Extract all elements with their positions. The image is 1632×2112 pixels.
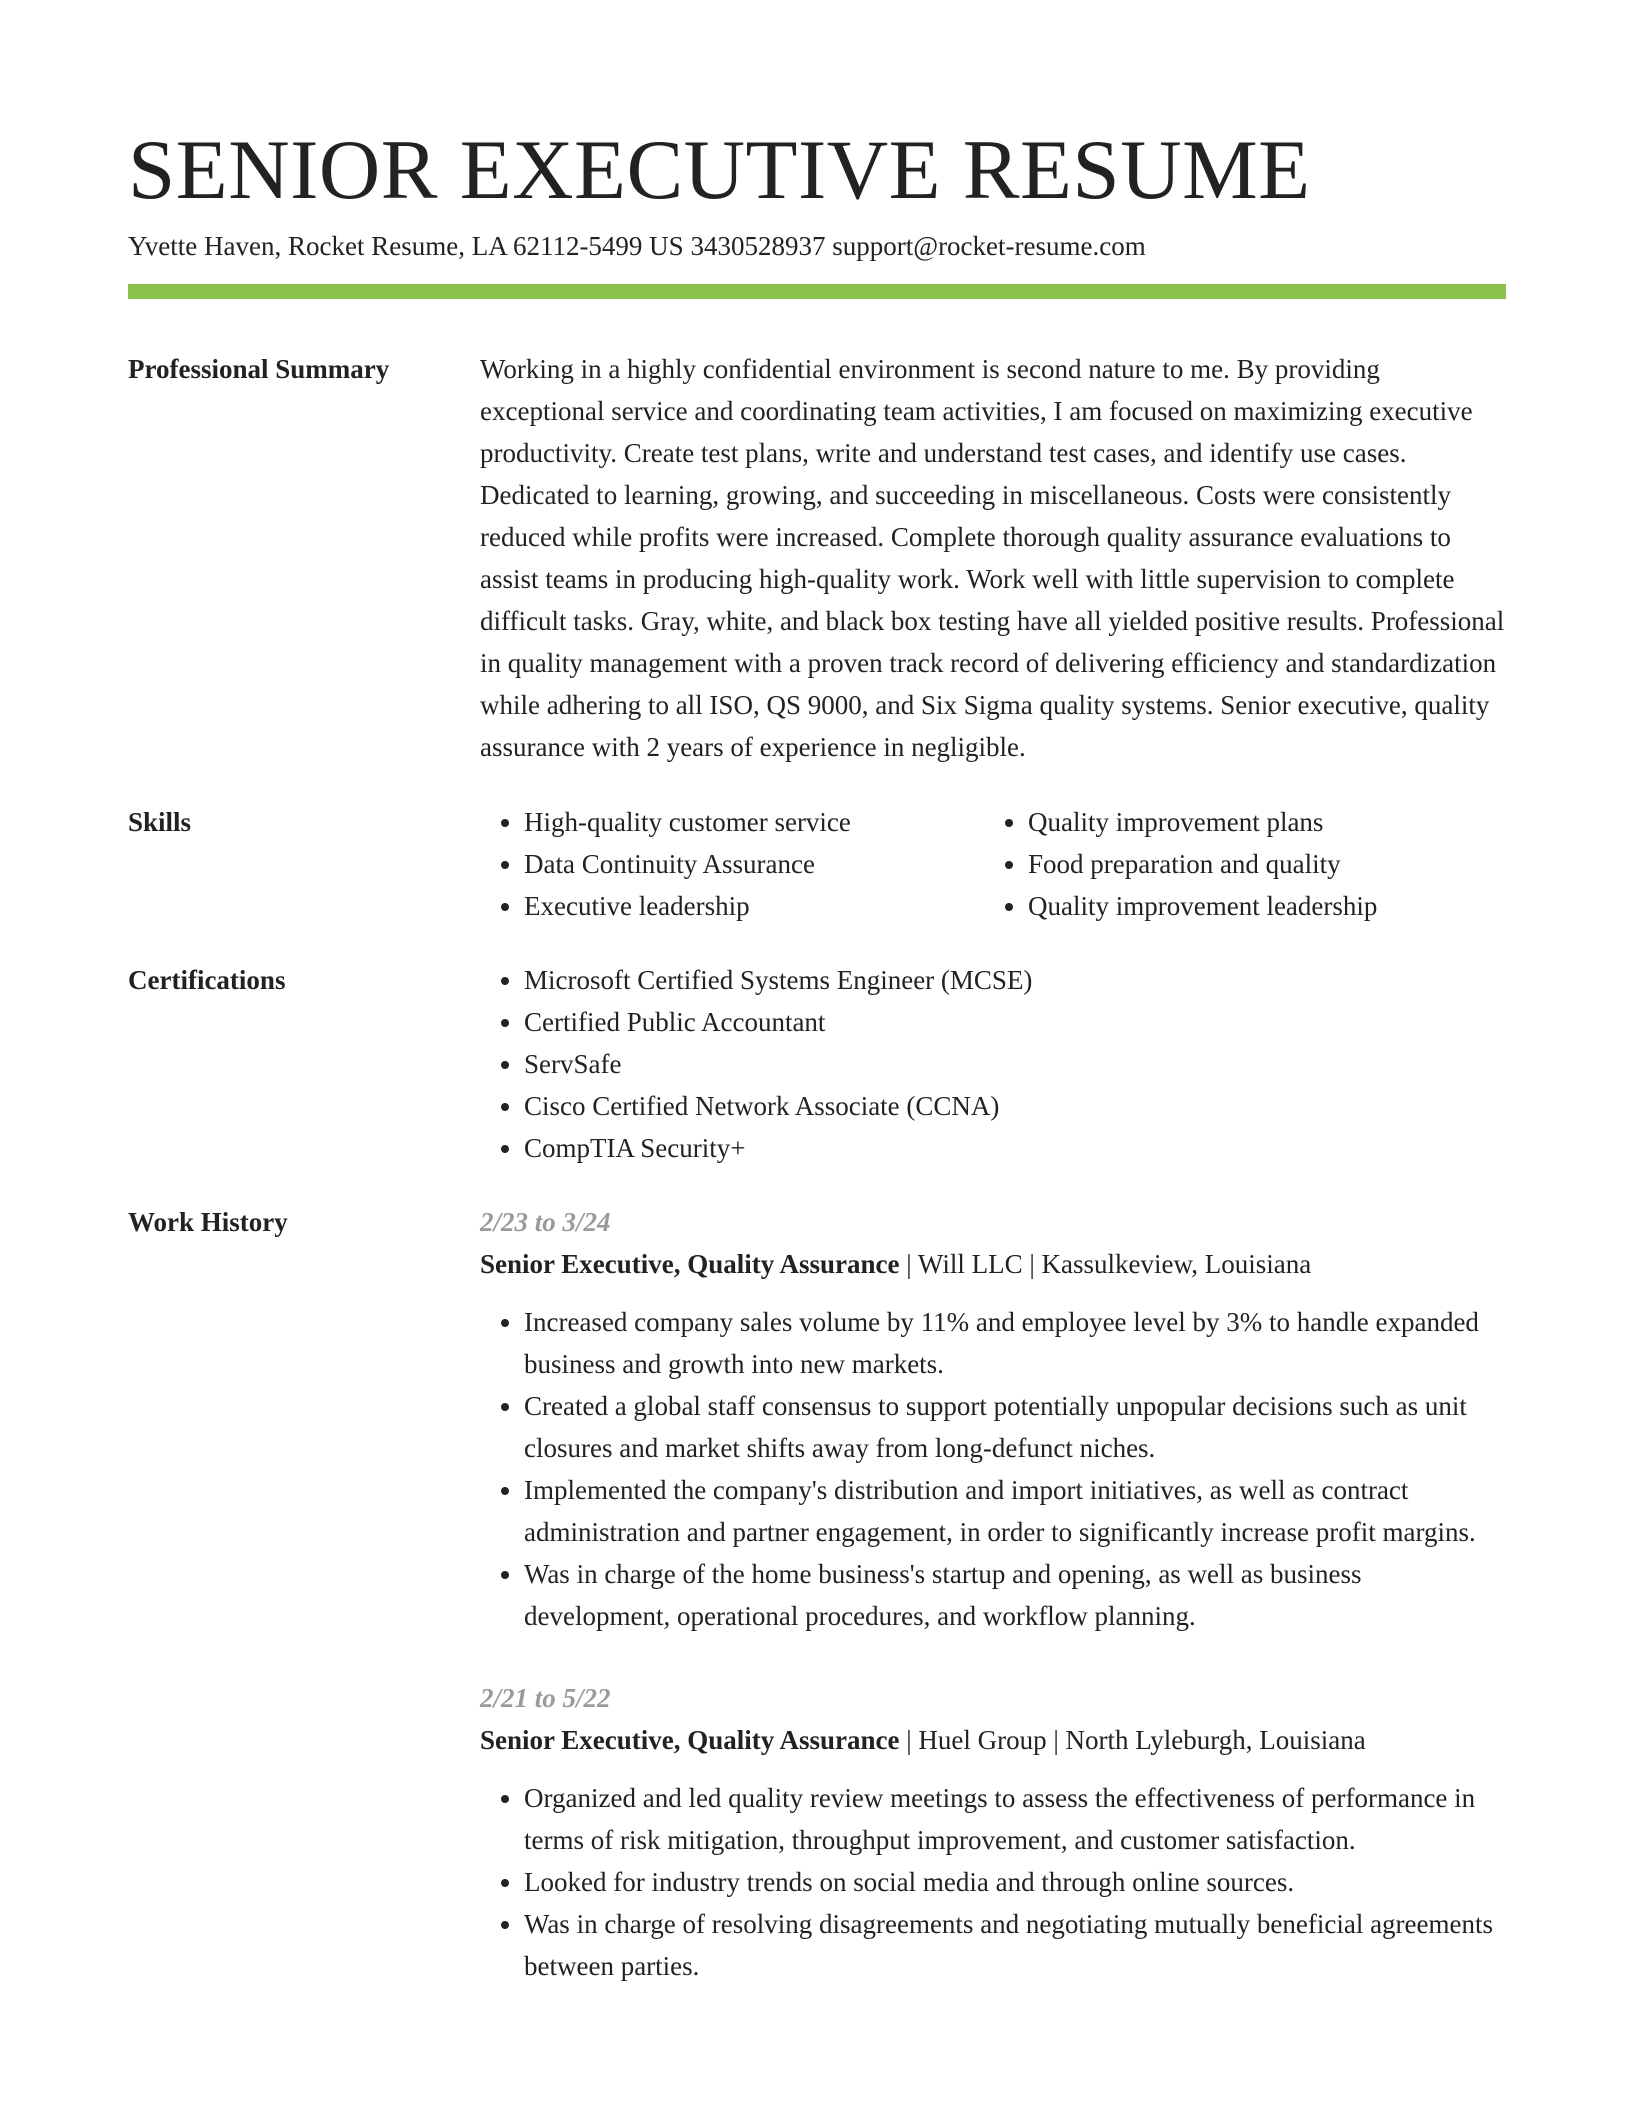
skills-grid bbox=[480, 801, 1506, 927]
job-bullet: • Created a global staff consensus to support potentially unpopular decisions such as unit closures and market shifts away from long-defunct niches. bbox=[524, 1385, 1506, 1469]
job-details: | Will LLC | Kassulkeview, Louisiana bbox=[899, 1249, 1312, 1279]
skills-list-left bbox=[480, 801, 984, 927]
job-bullet: • Implemented the company's distribution and import initiatives, as well as contract administration and partner engagement, in order to significantly increase profit margins. bbox=[524, 1469, 1506, 1553]
job-dates: 2/21 to 5/22 bbox=[480, 1683, 611, 1713]
certification-item: • ServSafe bbox=[524, 1043, 1506, 1085]
job-bullet: • Was in charge of the home business's startup and opening, as well as business development, operational procedures, and workflow planning. bbox=[524, 1553, 1506, 1637]
job-bullets bbox=[480, 1777, 1506, 1987]
section-label: Professional Summary bbox=[128, 354, 390, 384]
job-details: | Huel Group | North Lyleburgh, Louisiana bbox=[899, 1725, 1366, 1755]
job-title: Senior Executive, Quality Assurance bbox=[480, 1725, 900, 1755]
skill-item: • Food preparation and quality bbox=[1028, 843, 1506, 885]
professional-summary-section bbox=[128, 348, 1506, 768]
job-entry bbox=[480, 1201, 1506, 1637]
skill-item: • Quality improvement leadership bbox=[1028, 885, 1506, 927]
skills-list-right bbox=[984, 801, 1506, 927]
resume-page bbox=[128, 120, 1506, 1987]
summary-text: Working in a highly confidential environment is second nature to me. By providing exceptional service and coordinating team activities, I am focused on maximizing executive productivity. Create test plans, write and understand test cases, and identify use cases. Dedicated to learning, growing, and succeeding in miscellaneous. Costs were consistently reduced while profits were increased. Complete thorough quality assurance evaluations to assist teams in producing high-quality work. Work well with little supervision to complete difficult tasks. Gray, white, and black box testing have all yielded positive results. Professional in quality management with a proven track record of delivering efficiency and standardization while adhering to all ISO, QS 9000, and Six Sigma quality systems. Senior executive, quality assurance with 2 years of experience in negligible. bbox=[480, 354, 1505, 762]
skill-item: • High-quality customer service bbox=[524, 801, 984, 843]
job-bullet: • Increased company sales volume by 11% and employee level by 3% to handle expanded business and growth into new markets. bbox=[524, 1301, 1506, 1385]
job-heading bbox=[480, 1719, 1506, 1761]
certifications-body bbox=[480, 959, 1506, 1169]
job-heading bbox=[480, 1243, 1506, 1285]
certification-item: • CompTIA Security+ bbox=[524, 1127, 1506, 1169]
job-bullet: • Organized and led quality review meetings to assess the effectiveness of performance in terms of risk mitigation, throughput improvement, and customer satisfaction. bbox=[524, 1777, 1506, 1861]
certifications-section bbox=[128, 959, 1506, 1169]
skills-section bbox=[128, 801, 1506, 927]
section-label: Skills bbox=[128, 807, 192, 837]
job-bullet: • Was in charge of resolving disagreements and negotiating mutually beneficial agreements between parties. bbox=[524, 1903, 1506, 1987]
section-label: Certifications bbox=[128, 965, 286, 995]
work-history-section bbox=[128, 1201, 1506, 1987]
header-divider bbox=[128, 284, 1506, 299]
job-bullets bbox=[480, 1301, 1506, 1637]
skill-item: • Quality improvement plans bbox=[1028, 801, 1506, 843]
certification-item: • Microsoft Certified Systems Engineer (MCSE) bbox=[524, 959, 1506, 1001]
contact-line: Yvette Haven, Rocket Resume, LA 62112-5499 US 3430528937 support@rocket-resume.com bbox=[128, 231, 1146, 261]
skill-item: • Data Continuity Assurance bbox=[524, 843, 984, 885]
work-history-body bbox=[480, 1201, 1506, 1987]
skill-item: • Executive leadership bbox=[524, 885, 984, 927]
resume-title: SENIOR EXECUTIVE RESUME bbox=[128, 123, 1311, 217]
job-entry bbox=[480, 1677, 1506, 1987]
certification-item: • Cisco Certified Network Associate (CCNA) bbox=[524, 1085, 1506, 1127]
job-title: Senior Executive, Quality Assurance bbox=[480, 1249, 900, 1279]
certification-item: • Certified Public Accountant bbox=[524, 1001, 1506, 1043]
section-label: Work History bbox=[128, 1207, 288, 1237]
job-dates: 2/23 to 3/24 bbox=[480, 1207, 611, 1237]
certifications-list bbox=[480, 959, 1506, 1169]
job-bullet: • Looked for industry trends on social media and through online sources. bbox=[524, 1861, 1506, 1903]
